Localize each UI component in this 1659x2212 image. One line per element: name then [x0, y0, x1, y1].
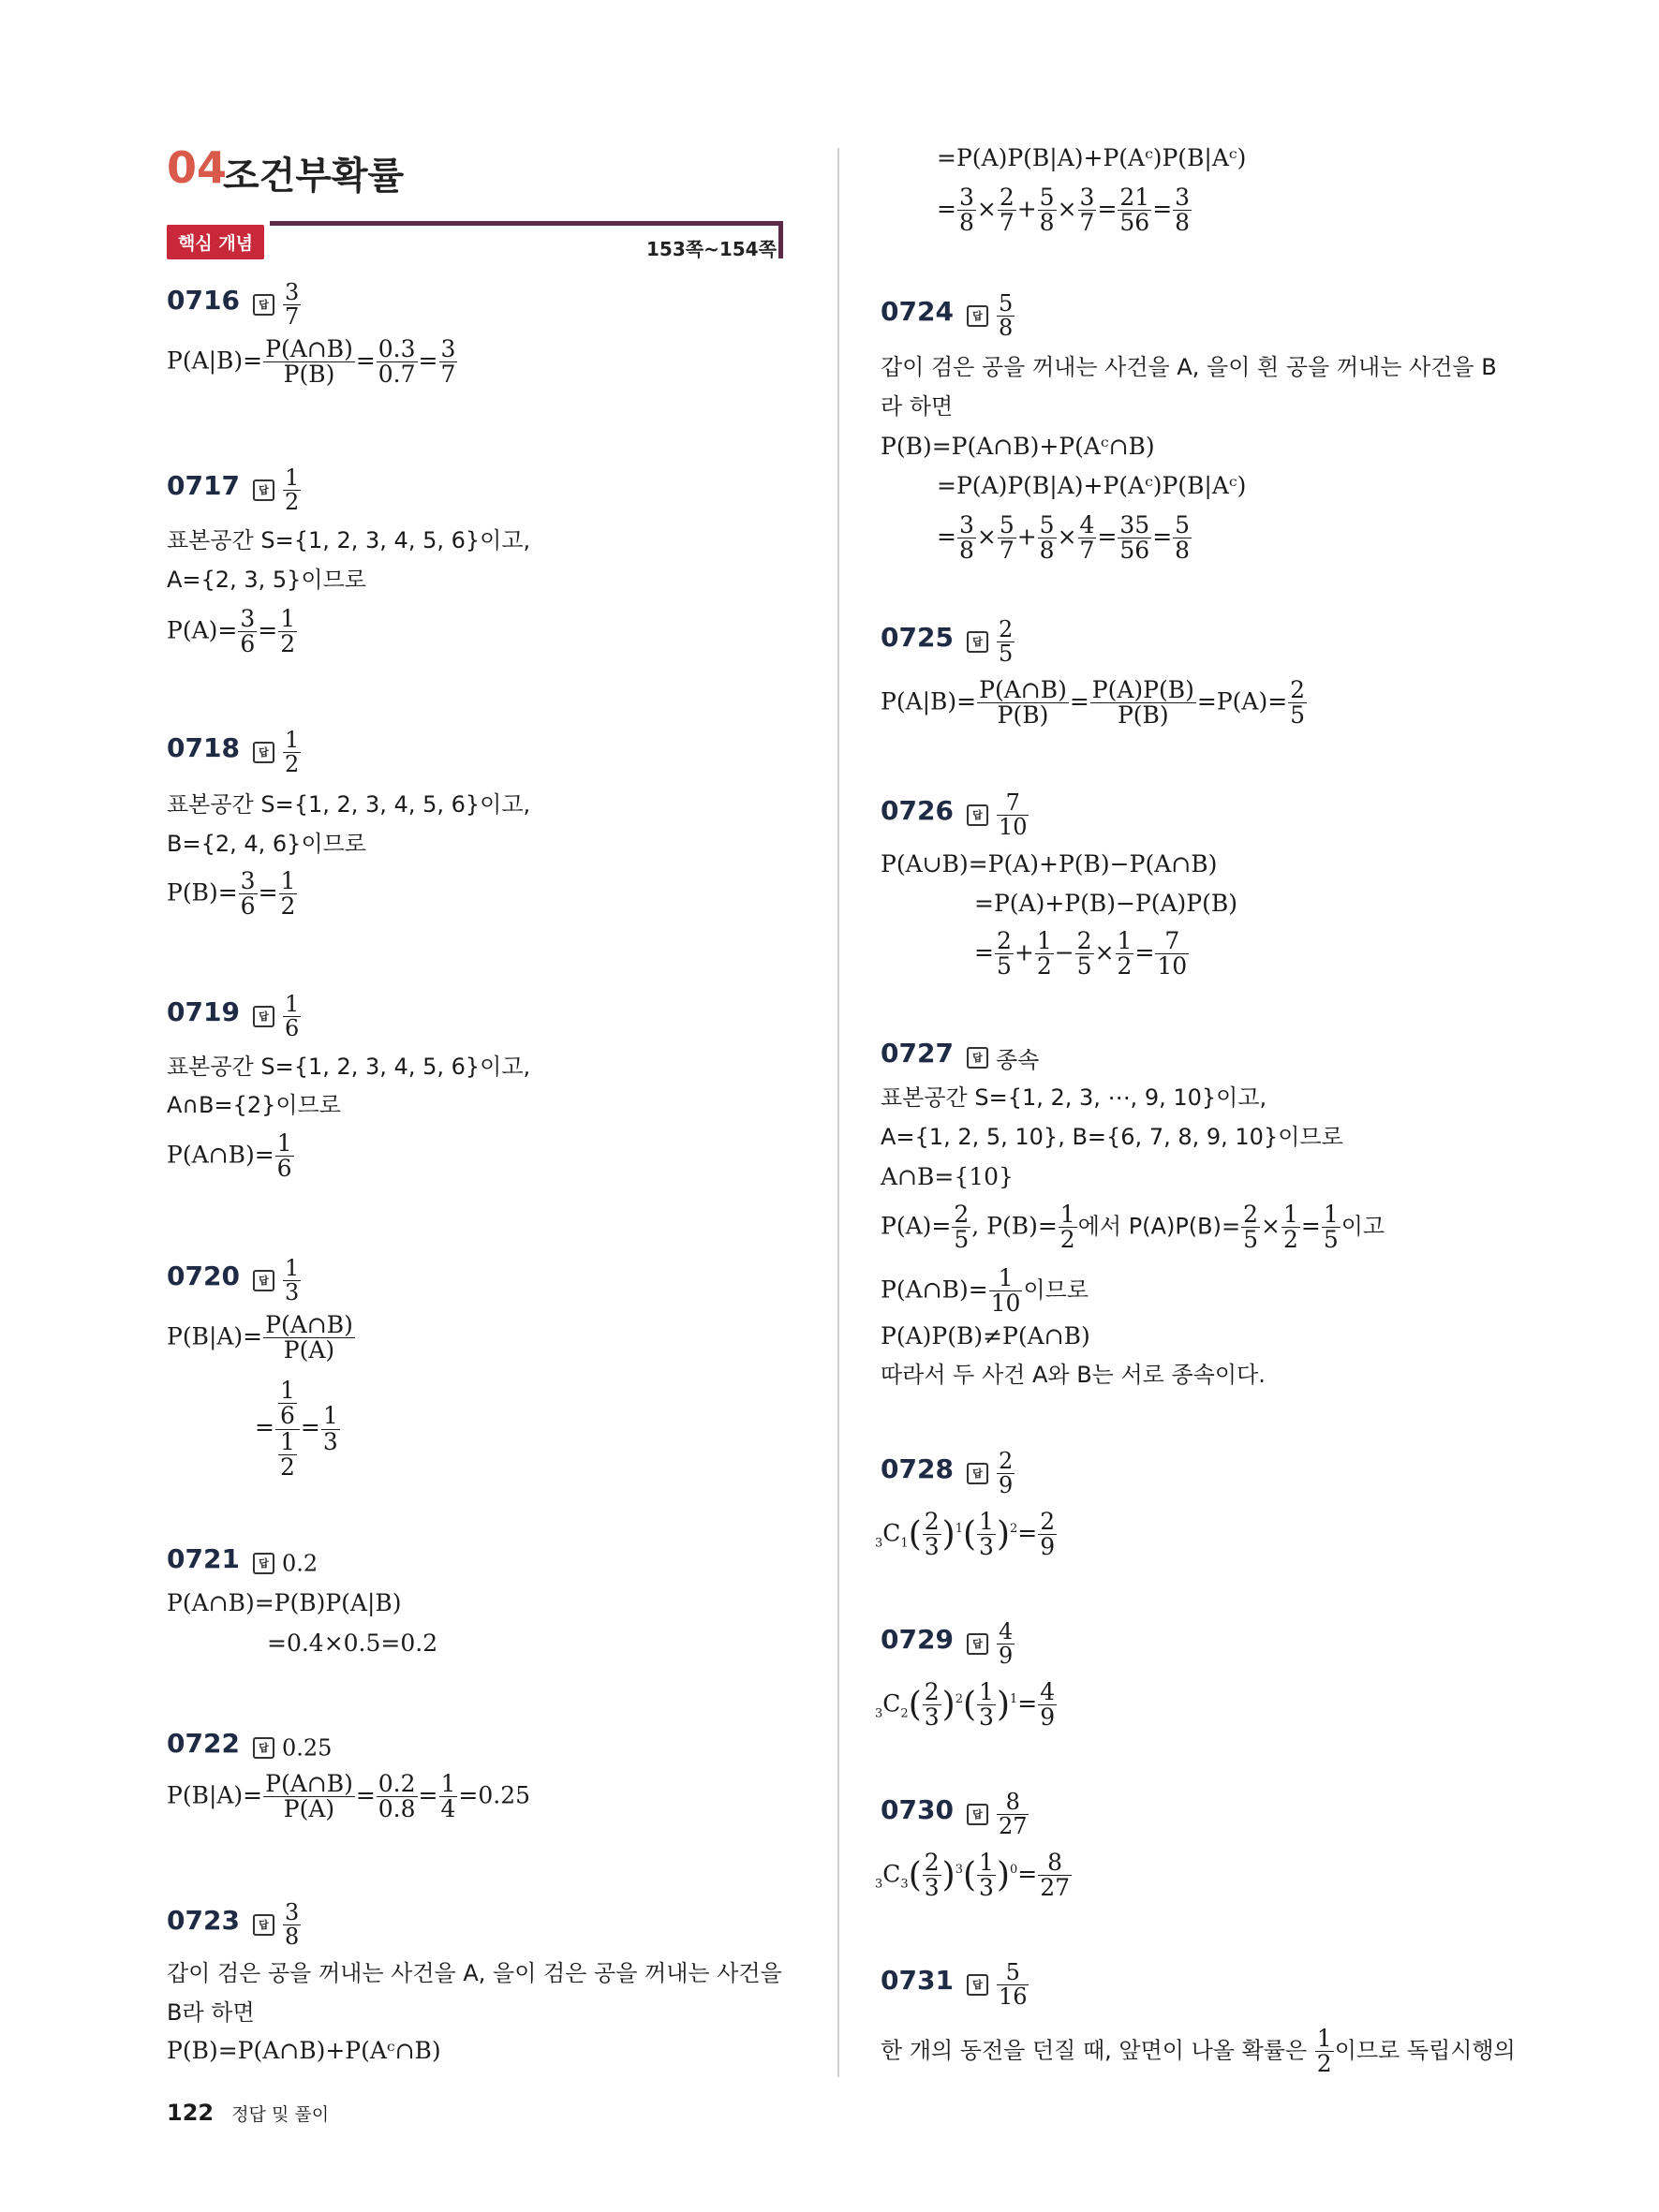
problem-0723-line1: P(B)=P(A∩B)+P(Aᶜ∩B) [167, 2037, 441, 2064]
answer-icon: 답 [967, 631, 988, 653]
problem-0723-text1: 갑이 검은 공을 꺼내는 사건을 A, 을이 검은 공을 꺼내는 사건을 [167, 1960, 782, 1986]
answer-icon: 답 [253, 1737, 274, 1759]
problem-0723-text2: B라 하면 [167, 1999, 255, 2026]
problem-0723-header [167, 1901, 302, 1949]
problem-0717-header [167, 466, 302, 514]
problem-0725-line: P(A|B)= $\frac{P(A\cap B)}{P(B)}$ = $\frac{P(A)P(B)}{P(B)}$ =P(A)= $\frac{2}{5}$ [881, 676, 1306, 730]
problem-0727-header [881, 1038, 1039, 1074]
section-number: 04 [167, 142, 228, 193]
answer-icon: 답 [967, 1804, 988, 1825]
problem-0717-line: P(A)= $\frac{3}{6}$ = $\frac{1}{2}$ [167, 605, 296, 658]
problem-number: 0719 [167, 996, 240, 1028]
answer-icon: 답 [253, 479, 274, 501]
problem-0722-header [167, 1728, 332, 1762]
answer-icon: 답 [967, 804, 988, 826]
answer-icon: 답 [967, 1633, 988, 1655]
problem-number: 0721 [167, 1543, 240, 1574]
footer-label: 정답 및 풀이 [231, 2104, 330, 2125]
problem-0721-header [167, 1543, 318, 1577]
answer-icon: 답 [967, 305, 988, 327]
answer-icon: 답 [253, 742, 274, 763]
problem-0730-header [881, 1791, 1029, 1838]
answer-icon: 답 [253, 294, 274, 316]
problem-0728-header [881, 1450, 1015, 1497]
problem-0727-text3: A∩B={10} [881, 1163, 1014, 1190]
answer-fraction: $\frac{1}{2}$ [284, 465, 300, 516]
problem-number: 0731 [881, 1965, 954, 1997]
problem-number: 0718 [167, 732, 240, 764]
answer-fraction: $\frac{1}{2}$ [284, 727, 300, 778]
page-number: 122 [167, 2100, 215, 2126]
answer-value: 0.2 [281, 1550, 318, 1577]
answer-fraction: $\frac{1}{6}$ [284, 991, 300, 1042]
problem-0717-text1: 표본공간 S={1, 2, 3, 4, 5, 6}이고, [167, 527, 531, 553]
problem-0731-text: 한 개의 동전을 던질 때, 앞면이 나올 확률은 $\frac{1}{2}$ 이므로 독립시행의 [881, 2025, 1516, 2078]
problem-0723-line3: = $\frac{3}{8}$ × $\frac{2}{7}$ + $\frac{5}{8}$ × $\frac{3}{7}$ = $\frac{21}{56}$ = $\frac{3}{8}$ [937, 184, 1191, 237]
problem-number: 0722 [167, 1728, 240, 1759]
problem-0719-line: P(A∩B)= $\frac{1}{6}$ [167, 1129, 292, 1183]
column-divider [837, 148, 839, 2077]
problem-0731-header [881, 1961, 1029, 2009]
problem-0724-header [881, 292, 1015, 340]
answer-fraction: $\frac{2}{5}$ [998, 616, 1014, 668]
answer-fraction: $\frac{8}{27}$ [998, 1789, 1028, 1840]
problem-0718-header [167, 729, 302, 776]
problem-0724-line2: =P(A)P(B|A)+P(Aᶜ)P(B|Aᶜ) [937, 472, 1247, 499]
problem-0724-text2: 라 하면 [881, 393, 954, 420]
problem-0716-line1: P(A|B)= $\frac{P(A\cap B)}{P(B)}$ = $\frac{0.3}{0.7}$ = $\frac{3}{7}$ [167, 335, 456, 389]
problem-0718-text1: 표본공간 S={1, 2, 3, 4, 5, 6}이고, [167, 791, 531, 818]
problem-0716-header [167, 281, 302, 329]
problem-0724-line3: = $\frac{3}{8}$ × $\frac{5}{7}$ + $\frac{5}{8}$ × $\frac{4}{7}$ = $\frac{35}{56}$ = $\frac{5}{8}$ [937, 511, 1191, 565]
problem-number: 0726 [881, 795, 954, 827]
answer-fraction: $\frac{7}{10}$ [998, 789, 1028, 841]
problem-0718-line: P(B)= $\frac{3}{6}$ = $\frac{1}{2}$ [167, 867, 296, 921]
problem-0729-header [881, 1620, 1015, 1668]
answer-fraction: $\frac{5}{8}$ [998, 290, 1014, 342]
problem-0726-line1: P(A∪B)=P(A)+P(B)−P(A∩B) [881, 850, 1218, 877]
header-bar-end [778, 221, 783, 258]
page-footer [167, 2100, 329, 2126]
problem-0721-line2: =0.4×0.5=0.2 [267, 1630, 438, 1657]
problem-0726-line3: = $\frac{2}{5}$ + $\frac{1}{2}$ − $\frac{2}{5}$ × $\frac{1}{2}$ = $\frac{7}{10}$ [974, 927, 1188, 981]
problem-0727-line4: P(A)= $\frac{2}{5}$ , P(B)= $\frac{1}{2}$ 에서 P(A)P(B)= $\frac{2}{5}$ × $\frac{1}{2}$ = $\frac{1}{5}$ 이고 [881, 1201, 1385, 1254]
problem-number: 0717 [167, 470, 240, 502]
answer-icon: 답 [967, 1463, 988, 1484]
problem-0720-line2: = $\frac{\frac{1}{6}}{\frac{1}{2}}$ = $\frac{1}{3}$ [255, 1377, 338, 1481]
problem-number: 0724 [881, 296, 954, 328]
answer-icon: 답 [253, 1553, 274, 1574]
concept-badge: 핵심 개념 [167, 225, 264, 259]
problem-number: 0729 [881, 1624, 954, 1656]
problem-number: 0723 [167, 1905, 240, 1937]
section-title: 조건부확률 [223, 155, 405, 198]
problem-0720-line1: P(B|A)= $\frac{P(A\cap B)}{P(A)}$ [167, 1311, 353, 1364]
problem-0725-header [881, 618, 1015, 666]
answer-icon: 답 [253, 1914, 274, 1936]
answer-value: 0.25 [281, 1734, 333, 1762]
problem-0728-line: $_3C_1$( $\frac{2}{3}$ )$^1$( $\frac{1}{3}$ )$^2$= $\frac{2}{9}$ [875, 1508, 1056, 1561]
answer-fraction: $\frac{4}{9}$ [998, 1618, 1014, 1670]
problem-0727-line5: P(A∩B)= $\frac{1}{10}$ 이므로 [881, 1264, 1089, 1318]
answer-icon: 답 [253, 1006, 274, 1027]
answer-icon: 답 [253, 1270, 274, 1291]
page-range: 153쪽~154쪽 [646, 238, 777, 260]
problem-0729-line: $_3C_2$( $\frac{2}{3}$ )$^2$( $\frac{1}{3}$ )$^1$= $\frac{4}{9}$ [875, 1678, 1056, 1732]
problem-0719-header [167, 993, 302, 1040]
problem-number: 0716 [167, 285, 240, 317]
problem-number: 0725 [881, 622, 954, 654]
answer-icon: 답 [967, 1047, 988, 1069]
problem-0727-line6: P(A)P(B)≠P(A∩B) [881, 1322, 1090, 1349]
problem-0720-header [167, 1257, 302, 1305]
problem-0717-text2: A={2, 3, 5}이므로 [167, 567, 366, 593]
problem-0718-text2: B={2, 4, 6}이므로 [167, 831, 366, 857]
answer-fraction: $\frac{1}{3}$ [284, 1255, 300, 1306]
answer-fraction: $\frac{5}{16}$ [998, 1959, 1028, 2011]
problem-0724-text1: 갑이 검은 공을 꺼내는 사건을 A, 을이 흰 공을 꺼내는 사건을 B [881, 354, 1497, 380]
header-bar [270, 221, 783, 226]
problem-0723-line2: =P(A)P(B|A)+P(Aᶜ)P(B|Aᶜ) [937, 144, 1247, 171]
problem-number: 0728 [881, 1453, 954, 1485]
problem-0727-text1: 표본공간 S={1, 2, 3, ⋯, 9, 10}이고, [881, 1084, 1267, 1111]
problem-number: 0730 [881, 1794, 954, 1826]
problem-0726-header [881, 791, 1029, 839]
problem-0726-line2: =P(A)+P(B)−P(A)P(B) [974, 890, 1238, 917]
problem-0724-line1: P(B)=P(A∩B)+P(Aᶜ∩B) [881, 433, 1155, 460]
answer-value: 종속 [995, 1047, 1040, 1073]
problem-0727-text2: A={1, 2, 5, 10}, B={6, 7, 8, 9, 10}이므로 [881, 1124, 1343, 1150]
problem-0719-text2: A∩B={2}이므로 [167, 1092, 341, 1118]
answer-fraction: $\frac{3}{8}$ [284, 1899, 300, 1951]
answer-icon: 답 [967, 1974, 988, 1996]
problem-0730-line: $_3C_3$( $\frac{2}{3}$ )$^3$( $\frac{1}{3}$ )$^0$= $\frac{8}{27}$ [875, 1849, 1071, 1902]
problem-number: 0720 [167, 1261, 240, 1292]
answer-fraction: $\frac{3}{7}$ [284, 279, 300, 331]
problem-0722-line: P(B|A)= $\frac{P(A\cap B)}{P(A)}$ = $\frac{0.2}{0.8}$ = $\frac{1}{4}$ =0.25 [167, 1770, 531, 1823]
problem-0727-text7: 따라서 두 사건 A와 B는 서로 종속이다. [881, 1362, 1266, 1388]
problem-0721-line1: P(A∩B)=P(B)P(A|B) [167, 1589, 402, 1616]
answer-fraction: $\frac{2}{9}$ [998, 1448, 1014, 1499]
problem-0719-text1: 표본공간 S={1, 2, 3, 4, 5, 6}이고, [167, 1054, 531, 1080]
problem-number: 0727 [881, 1038, 954, 1069]
